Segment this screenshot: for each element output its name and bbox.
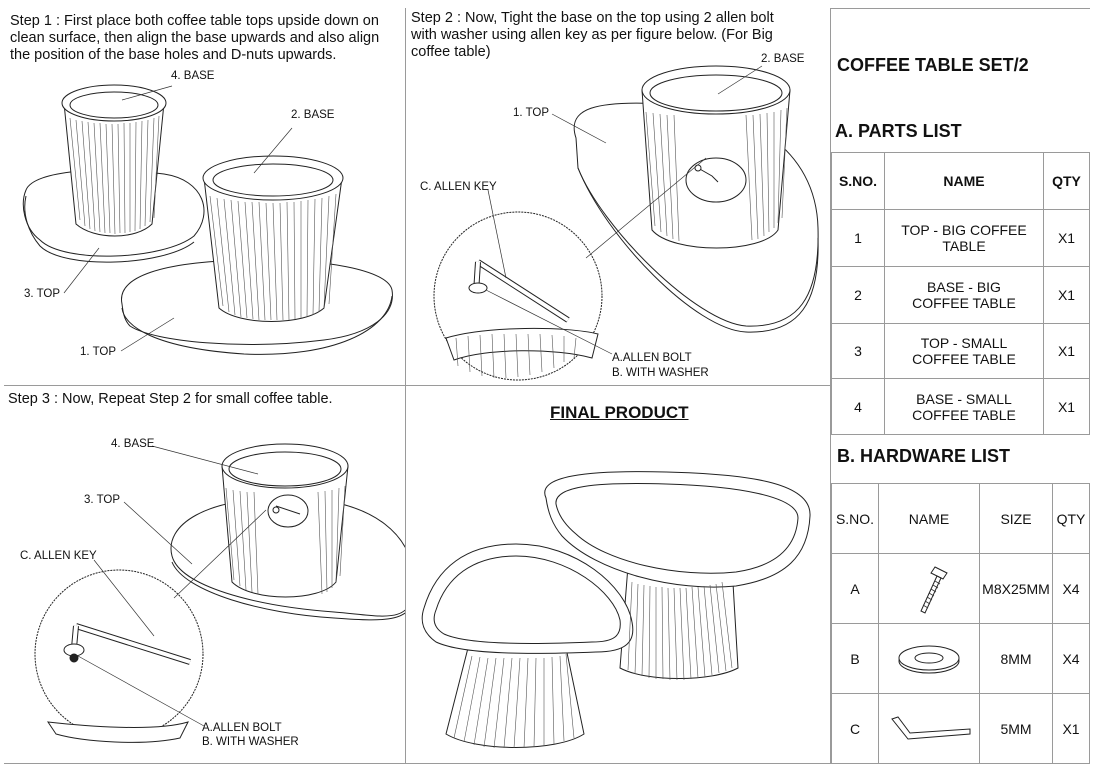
part-name: TOP - SMALL COFFEE TABLE [885,324,1044,379]
step-1-label-base-4: 4. BASE [171,70,215,82]
parts-header-row [832,153,1090,210]
step-3-panel [4,386,405,763]
hardware-qty: X4 [1053,624,1090,694]
table-row [832,324,1090,379]
part-qty: X1 [1044,324,1090,379]
step-2-label-top-1: 1. TOP [513,107,550,119]
hardware-size: 8MM [980,624,1053,694]
final-product-illustration [406,386,830,763]
hardware-qty: X4 [1053,554,1090,624]
parts-header-qty: QTY [1044,153,1090,210]
part-sno: 1 [832,210,885,267]
part-name: BASE - BIG COFFEE TABLE [885,267,1044,324]
hardware-size: 5MM [980,694,1053,764]
step-1-text: Step 1 : First place both coffee table tops upside down on clean surface, then align the base upwards and also align the position of the base holes and D-nuts upwards. [10,13,380,63]
step-3-text: Step 3 : Now, Repeat Step 2 for small coffee table. [8,391,333,407]
hardware-header-size: SIZE [980,484,1053,554]
parts-header-name: NAME [885,153,1044,210]
hardware-header-qty: QTY [1053,484,1090,554]
step-2-label-washer: B. WITH WASHER [612,367,709,379]
document-title: COFFEE TABLE SET/2 [837,55,1029,75]
table-row [832,624,1090,694]
part-sno: 4 [832,379,885,435]
parts-list-table [831,152,1090,435]
step-2-text: Step 2 : Now, Tight the base on the top using 2 allen bolt with washer using allen key as per figure below. (For Big coffee table) [411,10,774,60]
table-row [832,379,1090,435]
table-row [832,554,1090,624]
part-name: TOP - BIG COFFEE TABLE [885,210,1044,267]
part-name: BASE - SMALL COFFEE TABLE [885,379,1044,435]
step-2-panel [406,8,830,385]
step-1-label-top-3: 3. TOP [24,288,61,300]
hardware-qty: X1 [1053,694,1090,764]
final-product-title: FINAL PRODUCT [550,403,689,422]
step-3-label-base-4: 4. BASE [111,438,155,450]
part-sno: 2 [832,267,885,324]
hardware-header-row [832,484,1090,554]
table-row [832,694,1090,764]
parts-header-sno: S.NO. [832,153,885,210]
step-3-label-washer: B. WITH WASHER [202,736,299,748]
part-sno: 3 [832,324,885,379]
washer-icon [879,624,980,694]
part-qty: X1 [1044,379,1090,435]
grid-line-top [830,8,1090,9]
hardware-header-sno: S.NO. [832,484,879,554]
step-2-label-base-2: 2. BASE [761,53,805,65]
step-2-label-allen-key: C. ALLEN KEY [420,181,497,193]
part-qty: X1 [1044,210,1090,267]
step-3-label-top-3: 3. TOP [84,494,121,506]
step-1-label-base-2: 2. BASE [291,109,335,121]
hardware-size: M8X25MM [980,554,1053,624]
hardware-sno: C [832,694,879,764]
bolt-icon [879,554,980,624]
hardware-sno: A [832,554,879,624]
hardware-list-table [831,483,1090,764]
step-3-label-allen-bolt: A.ALLEN BOLT [202,722,282,734]
parts-list-title: A. PARTS LIST [835,121,962,141]
hardware-header-name: NAME [879,484,980,554]
part-qty: X1 [1044,267,1090,324]
step-1-illustration [4,8,405,385]
final-product-panel [406,386,830,763]
hardware-sno: B [832,624,879,694]
hardware-list-title: B. HARDWARE LIST [837,446,1010,466]
step-1-panel [4,8,405,385]
step-2-label-allen-bolt: A.ALLEN BOLT [612,352,692,364]
table-row [832,267,1090,324]
step-3-illustration [4,386,405,763]
step-1-label-top-1: 1. TOP [80,346,117,358]
step-3-label-allen-key: C. ALLEN KEY [20,550,97,562]
allen-key-icon [879,694,980,764]
table-row [832,210,1090,267]
